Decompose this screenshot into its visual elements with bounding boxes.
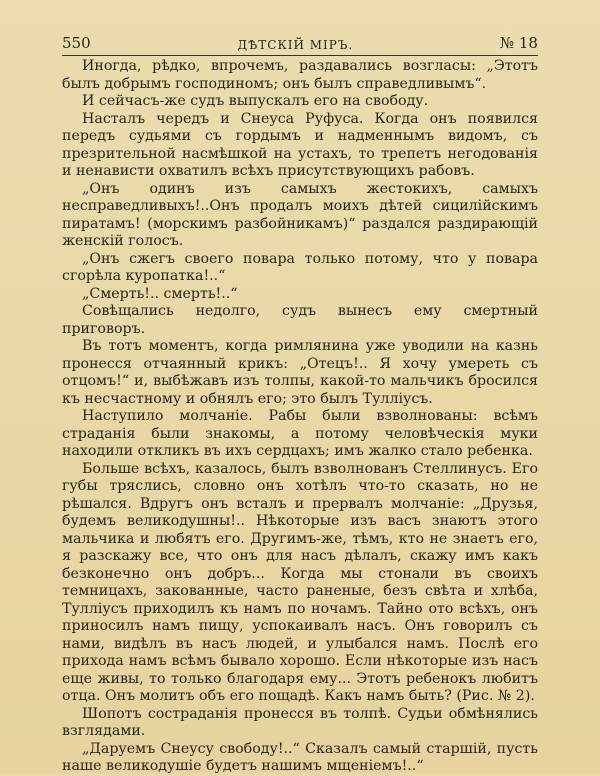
page-header bbox=[62, 30, 538, 56]
paragraph: „Даруемъ Снеусу свободу!..“ Сказалъ самый старшiй, пусть наше великодушiе будетъ нашимъ мщенiемъ!..“ bbox=[62, 740, 538, 774]
paragraph: Насталъ чередъ и Снеуса Руфуса. Когда онъ появился передъ судьями съ гордымъ и надменнымъ видомъ, съ презрительной насмѣшкой на устахъ, то трепетъ негодованiя и ненависти охватилъ всѣхъ присутствующихъ рабовъ. bbox=[62, 110, 538, 179]
paragraph: Наступило молчанiе. Рабы были взволнованы: всѣмъ страданiя были знакомы, а потому человѣческiя муки находили откликъ въ ихъ сердцахъ; имъ жалко стало ребенка. bbox=[62, 408, 538, 459]
paragraph: „Онъ одинъ изъ самыхъ жестокихъ, самыхъ несправедливыхъ!..Онъ продалъ моихъ дѣтей сицилiйскимъ пиратамъ! (морскимъ разбойникамъ)“ раздался раздирающiй женскiй голосъ. bbox=[62, 180, 538, 249]
running-title: ДѢТСКIЙ МIРЪ. bbox=[237, 38, 354, 52]
issue-number: № 18 bbox=[499, 34, 538, 52]
paragraph: „Смерть!.. смерть!..“ bbox=[82, 285, 238, 302]
body-text bbox=[62, 58, 538, 776]
paragraph: Совѣщались недолго, судъ вынесъ ему смертный приговоръ. bbox=[62, 303, 538, 337]
paragraph: „Онъ сжегъ своего повара только потому, что у повара сгорѣла куропатка!..“ bbox=[62, 250, 538, 284]
paragraph: И сейчасъ-же судъ выпускалъ его на свободу. bbox=[82, 93, 429, 109]
page-number: 550 bbox=[62, 34, 91, 52]
paragraph: Въ тотъ моментъ, когда римлянина уже уводили на казнь пронесся отчаянный крикъ: „Отецъ!.. Я хочу умереть съ отцомъ!“ и, выбѣжавъ изъ толпы, какой-то мальчикъ бросился къ несчастному и обнялъ его; это былъ Туллiусъ. bbox=[62, 338, 538, 407]
paragraph: Больше всѣхъ, казалось, былъ взволнованъ Стеллинусъ. Его губы тряслись, словно онъ хотѣлъ что-то сказать, но не рѣшался. Вдругъ онъ всталъ и прервалъ молчанiе: „Друзья, будемъ великодушны!.. Нѣкоторые изъ васъ знаютъ этого мальчика и любятъ его. Другимъ-же, тѣмъ, кто не знаетъ его, я разскажу все, что онъ для насъ дѣлалъ, скажу имъ какъ безконечно онъ добръ... Когда мы стонали въ своихъ темницахъ, закованные, часто раненые, безъ свѣта и хлѣба, Туллiусъ приходилъ къ намъ по ночамъ. Тайно ото всѣхъ, онъ приносилъ намъ пищу, успокаивалъ насъ. Онъ говорилъ съ нами, видѣлъ въ насъ людей, и улыбался намъ. Послѣ его прихода намъ всѣмъ бывало хорошо. Если нѣкоторые изъ насъ еще живы, то только благодаря ему... Этотъ ребенокъ любитъ отца. Онъ молитъ объ его пощадѣ. Какъ намъ быть? (Рис. № 2). bbox=[62, 460, 538, 704]
paragraph: Шопотъ состраданiя пронесся въ толпѣ. Судьи обмѣнялись взглядами. bbox=[62, 705, 538, 739]
paragraph: Иногда, рѣдко, впрочемъ, раздавались возгласы: „Этотъ былъ добрымъ господиномъ; онъ былъ справедливымъ“. bbox=[62, 58, 538, 92]
